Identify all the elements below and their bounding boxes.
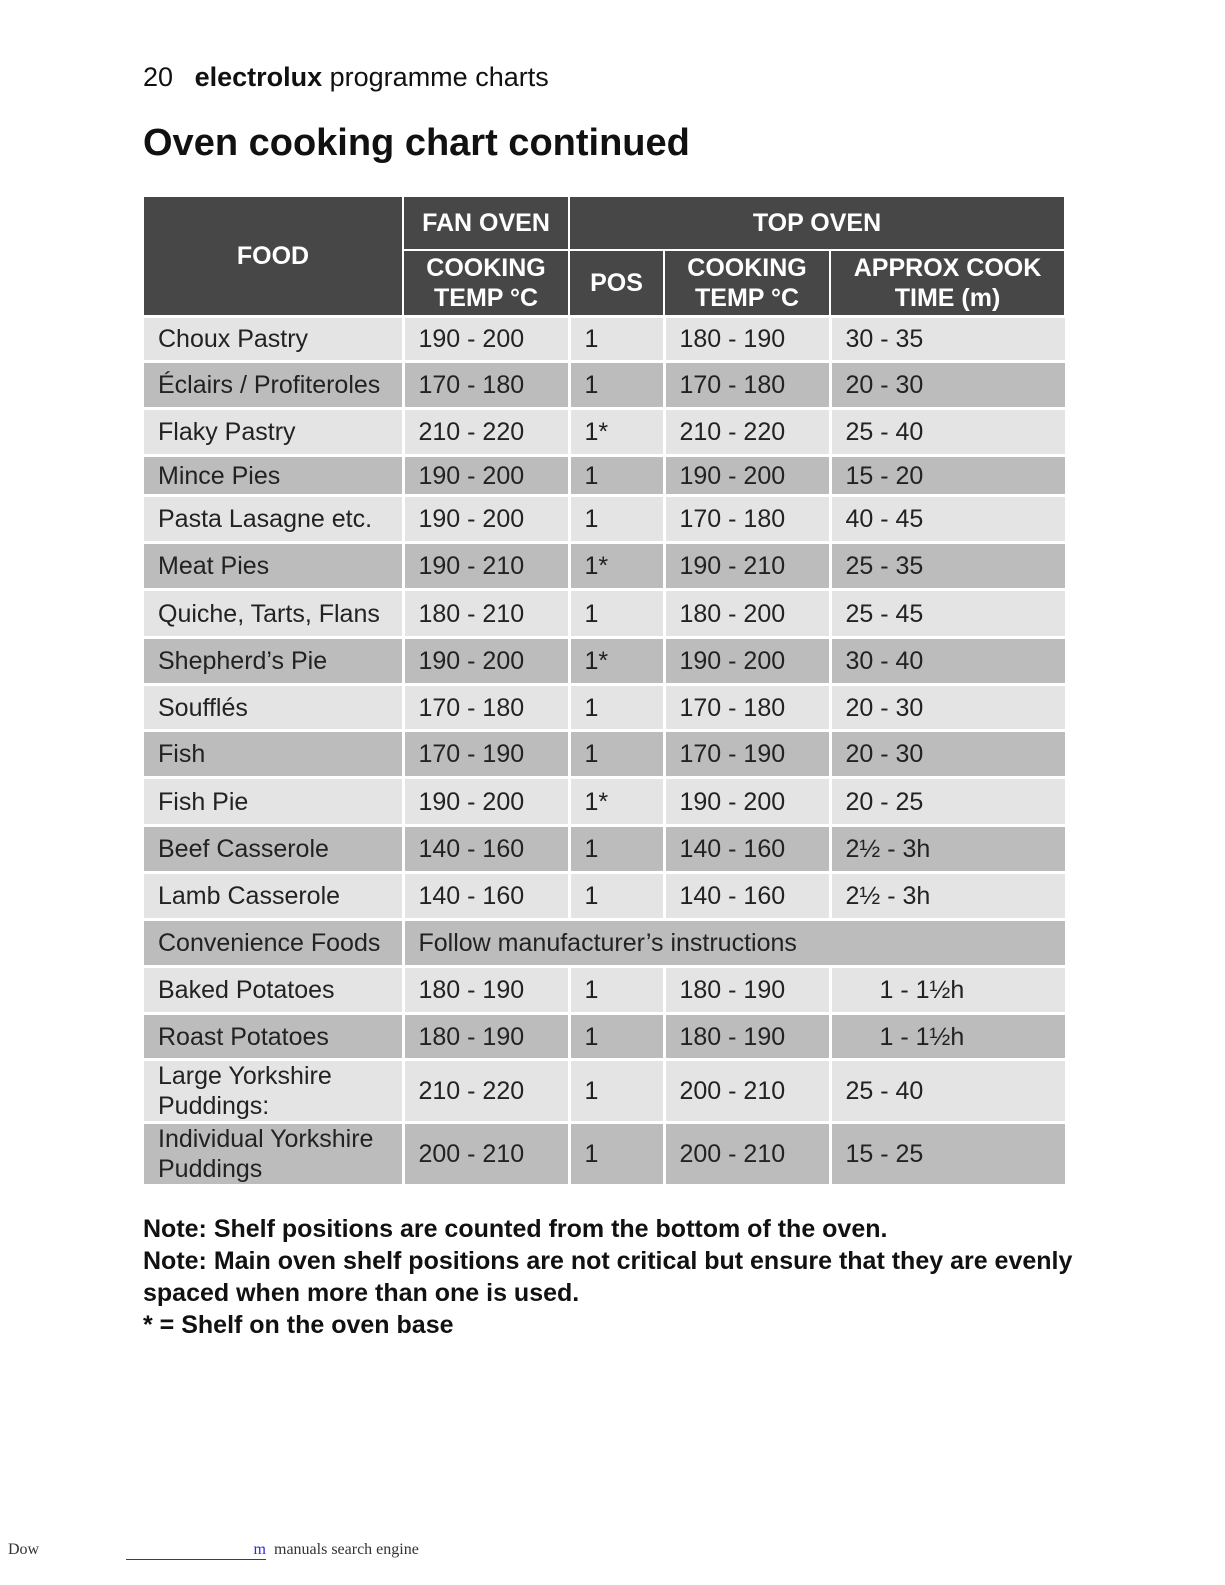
cell-fan-temp: 190 - 200 — [403, 496, 569, 543]
cell-instructions: Follow manufacturer’s instructions — [403, 920, 1065, 967]
cell-cook-time: 15 - 20 — [830, 456, 1065, 496]
page-header — [143, 60, 549, 94]
cell-food: Choux Pastry — [144, 317, 403, 362]
page-title: Oven cooking chart continued — [143, 122, 690, 164]
cell-cook-time: 20 - 25 — [830, 778, 1065, 826]
cell-food: Baked Potatoes — [144, 967, 403, 1014]
cell-cook-time: 20 - 30 — [830, 731, 1065, 778]
cell-top-temp: 180 - 190 — [664, 317, 830, 362]
cell-pos: 1 — [569, 826, 664, 873]
header-fan-oven: FAN OVEN — [403, 197, 569, 250]
oven-cooking-table — [144, 197, 1066, 1187]
brand-name: electrolux — [194, 62, 323, 92]
table-row — [144, 317, 1065, 362]
cell-food: Meat Pies — [144, 543, 403, 590]
table-row — [144, 1123, 1065, 1186]
cell-top-temp: 200 - 210 — [664, 1060, 830, 1123]
cell-food: Fish — [144, 731, 403, 778]
cell-pos: 1 — [569, 1123, 664, 1186]
cell-fan-temp: 180 - 190 — [403, 967, 569, 1014]
note-asterisk: * = Shelf on the oven base — [143, 1311, 454, 1339]
cell-fan-temp: 180 - 210 — [403, 590, 569, 638]
cell-fan-temp: 190 - 200 — [403, 317, 569, 362]
cell-pos: 1 — [569, 731, 664, 778]
cell-fan-temp: 140 - 160 — [403, 826, 569, 873]
table-row — [144, 362, 1065, 409]
table-body — [144, 317, 1065, 1186]
cell-cook-time: 2½ - 3h — [830, 873, 1065, 920]
cell-food: Individual Yorkshire Puddings — [144, 1123, 403, 1186]
table-row — [144, 638, 1065, 685]
cell-fan-temp: 210 - 220 — [403, 409, 569, 456]
cell-food: Mince Pies — [144, 456, 403, 496]
cell-cook-time: 20 - 30 — [830, 685, 1065, 731]
cell-top-temp: 180 - 200 — [664, 590, 830, 638]
header-fan-cooking-temp: COOKING TEMP °C — [403, 250, 569, 317]
cell-food: Shepherd’s Pie — [144, 638, 403, 685]
table-row — [144, 1014, 1065, 1060]
table-row — [144, 456, 1065, 496]
cell-pos: 1 — [569, 1060, 664, 1123]
cell-food: Pasta Lasagne etc. — [144, 496, 403, 543]
table-row — [144, 1060, 1065, 1123]
header-food: FOOD — [144, 197, 403, 317]
table-row — [144, 731, 1065, 778]
footer — [0, 1537, 1225, 1567]
cell-fan-temp: 140 - 160 — [403, 873, 569, 920]
table-row — [144, 496, 1065, 543]
footer-link[interactable]: m — [126, 1541, 266, 1560]
cell-fan-temp: 190 - 200 — [403, 778, 569, 826]
header-top-cooking-temp: COOKING TEMP °C — [664, 250, 830, 317]
cell-top-temp: 140 - 160 — [664, 873, 830, 920]
cell-fan-temp: 170 - 190 — [403, 731, 569, 778]
cell-cook-time: 25 - 40 — [830, 1060, 1065, 1123]
cell-pos: 1* — [569, 409, 664, 456]
cell-cook-time: 25 - 45 — [830, 590, 1065, 638]
cell-fan-temp: 170 - 180 — [403, 685, 569, 731]
cell-pos: 1 — [569, 456, 664, 496]
cell-cook-time: 1 - 1½h — [830, 1014, 1065, 1060]
cell-cook-time: 1 - 1½h — [830, 967, 1065, 1014]
table-row — [144, 873, 1065, 920]
cell-top-temp: 140 - 160 — [664, 826, 830, 873]
note-shelf-positions: Note: Shelf positions are counted from the bottom of the oven. — [143, 1215, 888, 1243]
cell-pos: 1 — [569, 317, 664, 362]
cell-pos: 1 — [569, 685, 664, 731]
table-row — [144, 543, 1065, 590]
header-top-oven: TOP OVEN — [569, 197, 1065, 250]
cell-top-temp: 170 - 180 — [664, 685, 830, 731]
cell-top-temp: 170 - 180 — [664, 362, 830, 409]
header-pos: POS — [569, 250, 664, 317]
cell-food: Lamb Casserole — [144, 873, 403, 920]
cell-fan-temp: 190 - 200 — [403, 638, 569, 685]
cell-food: Convenience Foods — [144, 920, 403, 967]
cell-pos: 1 — [569, 1014, 664, 1060]
cell-food: Fish Pie — [144, 778, 403, 826]
cell-top-temp: 190 - 210 — [664, 543, 830, 590]
cell-fan-temp: 200 - 210 — [403, 1123, 569, 1186]
table-row — [144, 590, 1065, 638]
cell-cook-time: 2½ - 3h — [830, 826, 1065, 873]
page-number: 20 — [143, 62, 174, 92]
cell-fan-temp: 190 - 210 — [403, 543, 569, 590]
cell-top-temp: 190 - 200 — [664, 638, 830, 685]
cell-food: Roast Potatoes — [144, 1014, 403, 1060]
cell-fan-temp: 170 - 180 — [403, 362, 569, 409]
cell-pos: 1 — [569, 967, 664, 1014]
cell-cook-time: 20 - 30 — [830, 362, 1065, 409]
table-row — [144, 685, 1065, 731]
section-name: programme charts — [329, 62, 549, 92]
cell-fan-temp: 210 - 220 — [403, 1060, 569, 1123]
cell-pos: 1 — [569, 362, 664, 409]
cell-cook-time: 30 - 35 — [830, 317, 1065, 362]
cell-pos: 1* — [569, 543, 664, 590]
cell-food: Beef Casserole — [144, 826, 403, 873]
cell-top-temp: 210 - 220 — [664, 409, 830, 456]
cell-food: Quiche, Tarts, Flans — [144, 590, 403, 638]
cell-pos: 1 — [569, 590, 664, 638]
cell-food: Soufflés — [144, 685, 403, 731]
cell-top-temp: 170 - 190 — [664, 731, 830, 778]
cell-top-temp: 190 - 200 — [664, 778, 830, 826]
header-approx-cook-time: APPROX COOK TIME (m) — [830, 250, 1065, 317]
cell-cook-time: 40 - 45 — [830, 496, 1065, 543]
cell-food: Flaky Pastry — [144, 409, 403, 456]
cell-pos: 1 — [569, 496, 664, 543]
cell-top-temp: 190 - 200 — [664, 456, 830, 496]
cell-top-temp: 200 - 210 — [664, 1123, 830, 1186]
cell-cook-time: 15 - 25 — [830, 1123, 1065, 1186]
table-row — [144, 826, 1065, 873]
table-row — [144, 409, 1065, 456]
note-main-oven: Note: Main oven shelf positions are not critical but ensure that they are evenly spaced when more than one is used. — [143, 1247, 1073, 1307]
notes — [143, 1213, 1083, 1341]
cell-cook-time: 25 - 40 — [830, 409, 1065, 456]
cell-top-temp: 180 - 190 — [664, 967, 830, 1014]
cell-food: Large Yorkshire Puddings: — [144, 1060, 403, 1123]
table-row — [144, 778, 1065, 826]
cell-fan-temp: 180 - 190 — [403, 1014, 569, 1060]
cell-cook-time: 30 - 40 — [830, 638, 1065, 685]
cell-food: Éclairs / Profiteroles — [144, 362, 403, 409]
table-row — [144, 967, 1065, 1014]
cell-pos: 1* — [569, 778, 664, 826]
cell-top-temp: 170 - 180 — [664, 496, 830, 543]
cell-pos: 1 — [569, 873, 664, 920]
cell-cook-time: 25 - 35 — [830, 543, 1065, 590]
footer-left-text: Dow — [8, 1541, 40, 1558]
cell-top-temp: 180 - 190 — [664, 1014, 830, 1060]
cell-pos: 1* — [569, 638, 664, 685]
cell-fan-temp: 190 - 200 — [403, 456, 569, 496]
table-row-convenience — [144, 920, 1065, 967]
footer-tail-text: manuals search engine — [274, 1541, 419, 1558]
